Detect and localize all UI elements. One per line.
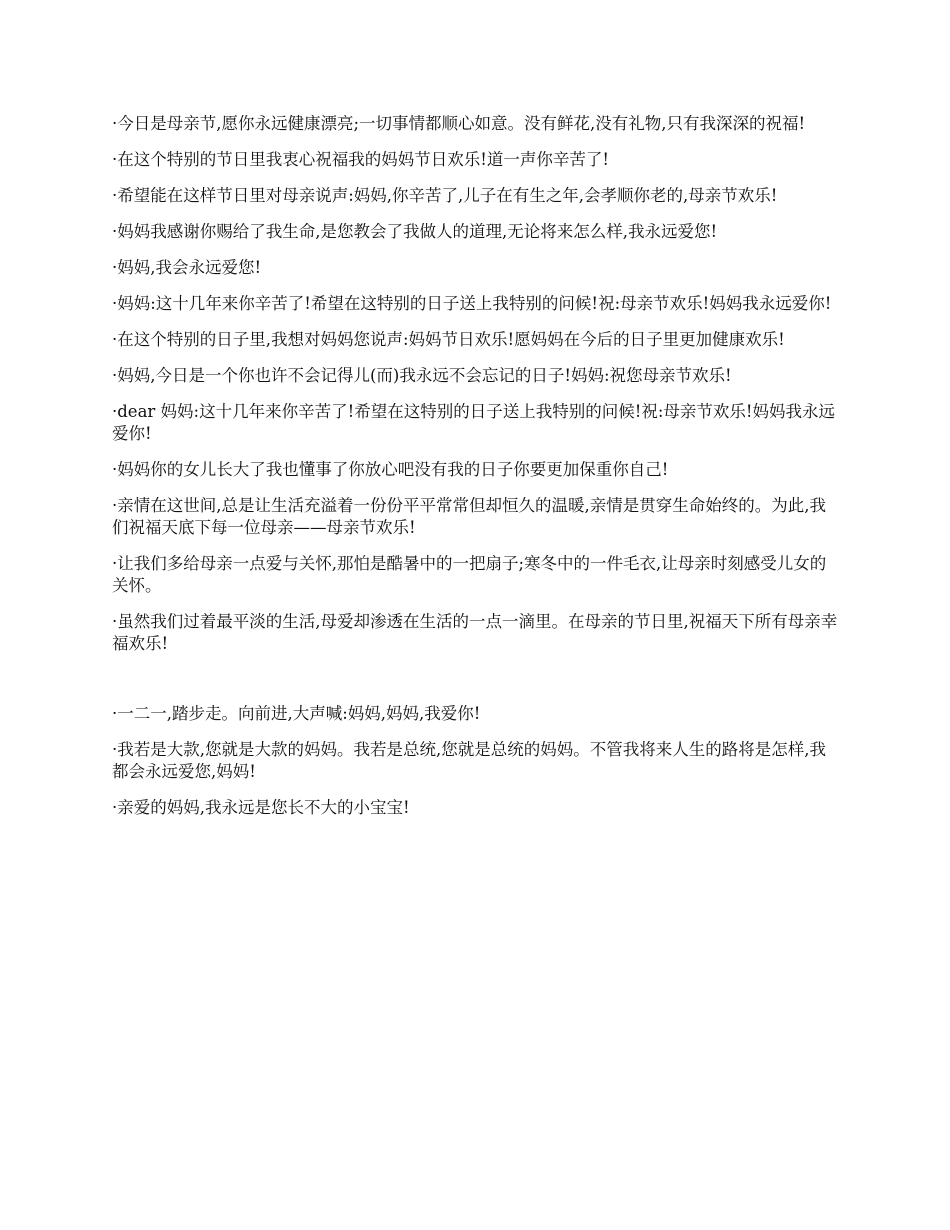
paragraph-15: ·我若是大款,您就是大款的妈妈。我若是总统,您就是总统的妈妈。不管我将来人生的路将是怎样,我都会永远爱您,妈妈! <box>112 740 826 781</box>
paragraph-14: ·一二一,踏步走。向前进,大声喊:妈妈,妈妈,我爱你! <box>112 704 481 723</box>
paragraph-16: ·亲爱的妈妈,我永远是您长不大的小宝宝! <box>112 798 410 817</box>
paragraph-8: ·妈妈,今日是一个你也许不会记得儿(而)我永远不会忘记的日子!妈妈:祝您母亲节欢乐! <box>112 366 732 385</box>
paragraph-5: ·妈妈,我会永远爱您! <box>112 258 262 277</box>
paragraph-9: ·dear 妈妈:这十几年来你辛苦了!希望在这特别的日子送上我特别的问候!祝:母亲节欢乐!妈妈我永远爱你! <box>112 402 836 443</box>
paragraph-7: ·在这个特别的日子里,我想对妈妈您说声:妈妈节日欢乐!愿妈妈在今后的日子里更加健康欢乐! <box>112 330 785 349</box>
section-gap <box>112 669 840 703</box>
paragraph-2: ·在这个特别的节日里我衷心祝福我的妈妈节日欢乐!道一声你辛苦了! <box>112 150 610 169</box>
paragraph-1: ·今日是母亲节,愿你永远健康漂亮;一切事情都顺心如意。没有鲜花,没有礼物,只有我深深的祝福! <box>112 114 806 133</box>
document-page <box>112 113 840 833</box>
paragraph-11: ·亲情在这世间,总是让生活充溢着一份份平平常常但却恒久的温暖,亲情是贯穿生命始终的。为此,我们祝福天底下每一位母亲——母亲节欢乐! <box>112 496 826 537</box>
paragraph-6: ·妈妈:这十几年来你辛苦了!希望在这特别的日子送上我特别的问候!祝:母亲节欢乐!妈妈我永远爱你! <box>112 294 832 313</box>
paragraph-13: ·虽然我们过着最平淡的生活,母爱却渗透在生活的一点一滴里。在母亲的节日里,祝福天下所有母亲幸福欢乐! <box>112 612 838 653</box>
paragraph-10: ·妈妈你的女儿长大了我也懂事了你放心吧没有我的日子你要更加保重你自己! <box>112 460 669 479</box>
paragraph-3: ·希望能在这样节日里对母亲说声:妈妈,你辛苦了,儿子在有生之年,会孝顺你老的,母亲节欢乐! <box>112 186 778 205</box>
paragraph-12: ·让我们多给母亲一点爱与关怀,那怕是酷暑中的一把扇子;寒冬中的一件毛衣,让母亲时刻感受儿女的关怀。 <box>112 554 827 595</box>
paragraph-4: ·妈妈我感谢你赐给了我生命,是您教会了我做人的道理,无论将来怎么样,我永远爱您! <box>112 222 718 241</box>
